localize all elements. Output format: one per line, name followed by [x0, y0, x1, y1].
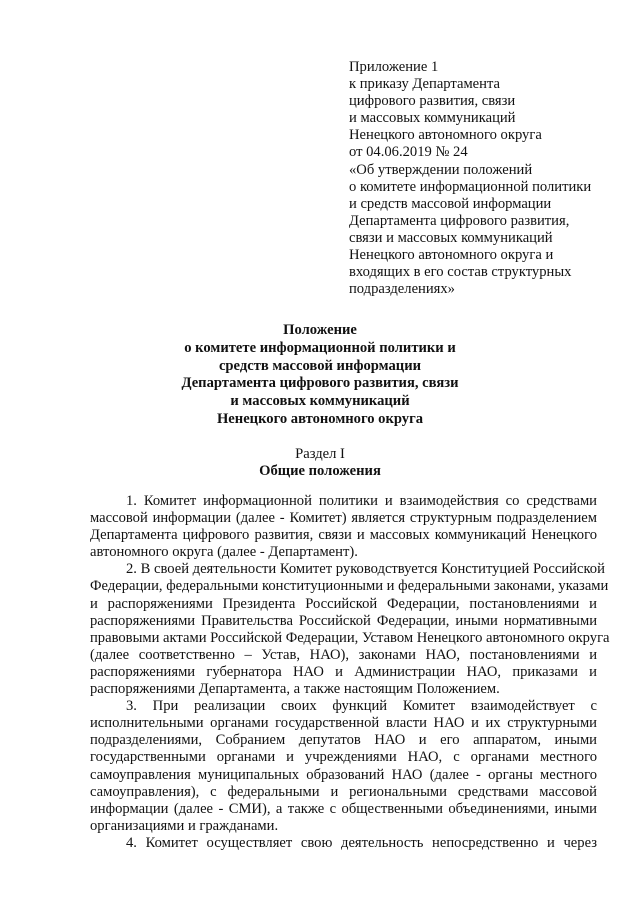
document-body: [90, 493, 610, 852]
paragraph-line: автономного округа (далее - Департамент).: [90, 544, 358, 561]
paragraph-line: Федерации, федеральными конституционными и федеральными законами, указами: [90, 578, 609, 595]
paragraph-line: 2. В своей деятельности Комитет руководствуется Конституцией Российской: [126, 561, 605, 578]
paragraph-line: организациями и гражданами.: [90, 817, 279, 834]
paragraph-line: 3. При реализации своих функций Комитет взаимодействует с: [126, 698, 597, 715]
appendix-line: подразделениях»: [349, 281, 455, 298]
paragraph-line: и распоряжениями Президента Российской Федерации, постановлениями и: [90, 595, 597, 612]
title-line: Ненецкого автономного округа: [216, 410, 424, 427]
paragraph-line: (далее соответственно – Устав, НАО), законами НАО, постановлениями и: [90, 646, 597, 663]
section-number: Раздел I: [295, 446, 345, 462]
appendix-line: связи и массовых коммуникаций: [349, 229, 553, 246]
paragraph-line: подразделениями, Собранием депутатов НАО и его аппаратом, иными: [90, 732, 597, 749]
paragraph-line: Департамента цифрового развития, связи и массовых коммуникаций Ненецкого: [90, 527, 597, 544]
paragraph-line: распоряжениями Правительства Российской Федерации, иными нормативными: [90, 612, 597, 629]
appendix-line: Ненецкого автономного округа: [349, 127, 542, 144]
title-line: Положение: [283, 322, 357, 338]
paragraph-line: правовыми актами Российской Федерации, Уставом Ненецкого автономного округа: [90, 629, 610, 646]
appendix-line: и массовых коммуникаций: [349, 110, 516, 127]
appendix-line: от 04.06.2019 № 24: [349, 144, 468, 161]
document-title: [90, 322, 550, 429]
paragraph-line: самоуправления муниципальных образований НАО (далее - органы местного: [90, 766, 597, 783]
title-line: Департамента цифрового развития, связи: [181, 375, 459, 392]
appendix-line: Приложение 1: [349, 59, 439, 75]
appendix-line: и средств массовой информации: [349, 195, 552, 212]
paragraph-line: информации (далее - СМИ), а также с общественными объединениями, иными: [90, 800, 597, 817]
appendix-line: цифрового развития, связи: [349, 93, 516, 110]
appendix-line: о комитете информационной политики: [349, 178, 592, 195]
paragraph-line: распоряжениями губернатора НАО и Администрации НАО, приказами и: [90, 663, 597, 680]
appendix-line: «Об утверждении положений: [349, 161, 533, 178]
appendix-line: Департамента цифрового развития,: [349, 212, 570, 229]
appendix-block: [349, 59, 619, 298]
paragraph-1: [90, 493, 597, 561]
appendix-line: Ненецкого автономного округа и: [349, 247, 554, 264]
paragraph-3: [90, 698, 597, 835]
paragraph-4: [90, 835, 597, 852]
paragraph-2: [90, 561, 610, 698]
section-title: Общие положения: [259, 463, 381, 479]
paragraph-line: самоуправления), с федеральными и региональными средствами массовой: [90, 783, 597, 800]
paragraph-line: государственными органами и учреждениями НАО, с органами местного: [90, 749, 597, 766]
appendix-line: к приказу Департамента: [349, 76, 500, 93]
paragraph-line: исполнительными органами государственной власти НАО и их структурными: [90, 715, 597, 732]
paragraph-line: 4. Комитет осуществляет свою деятельность непосредственно и через: [126, 834, 597, 851]
title-line: о комитете информационной политики и: [184, 339, 456, 356]
appendix-line: входящих в его состав структурных: [349, 264, 572, 281]
title-line: и массовых коммуникаций: [230, 393, 410, 410]
title-line: средств массовой информации: [218, 357, 422, 374]
paragraph-line: массовой информации (далее - Комитет) является структурным подразделением: [90, 510, 597, 527]
paragraph-line: распоряжениями Департамента, а также настоящим Положением.: [90, 681, 500, 698]
paragraph-line: 1. Комитет информационной политики и взаимодействия со средствами: [126, 493, 597, 509]
